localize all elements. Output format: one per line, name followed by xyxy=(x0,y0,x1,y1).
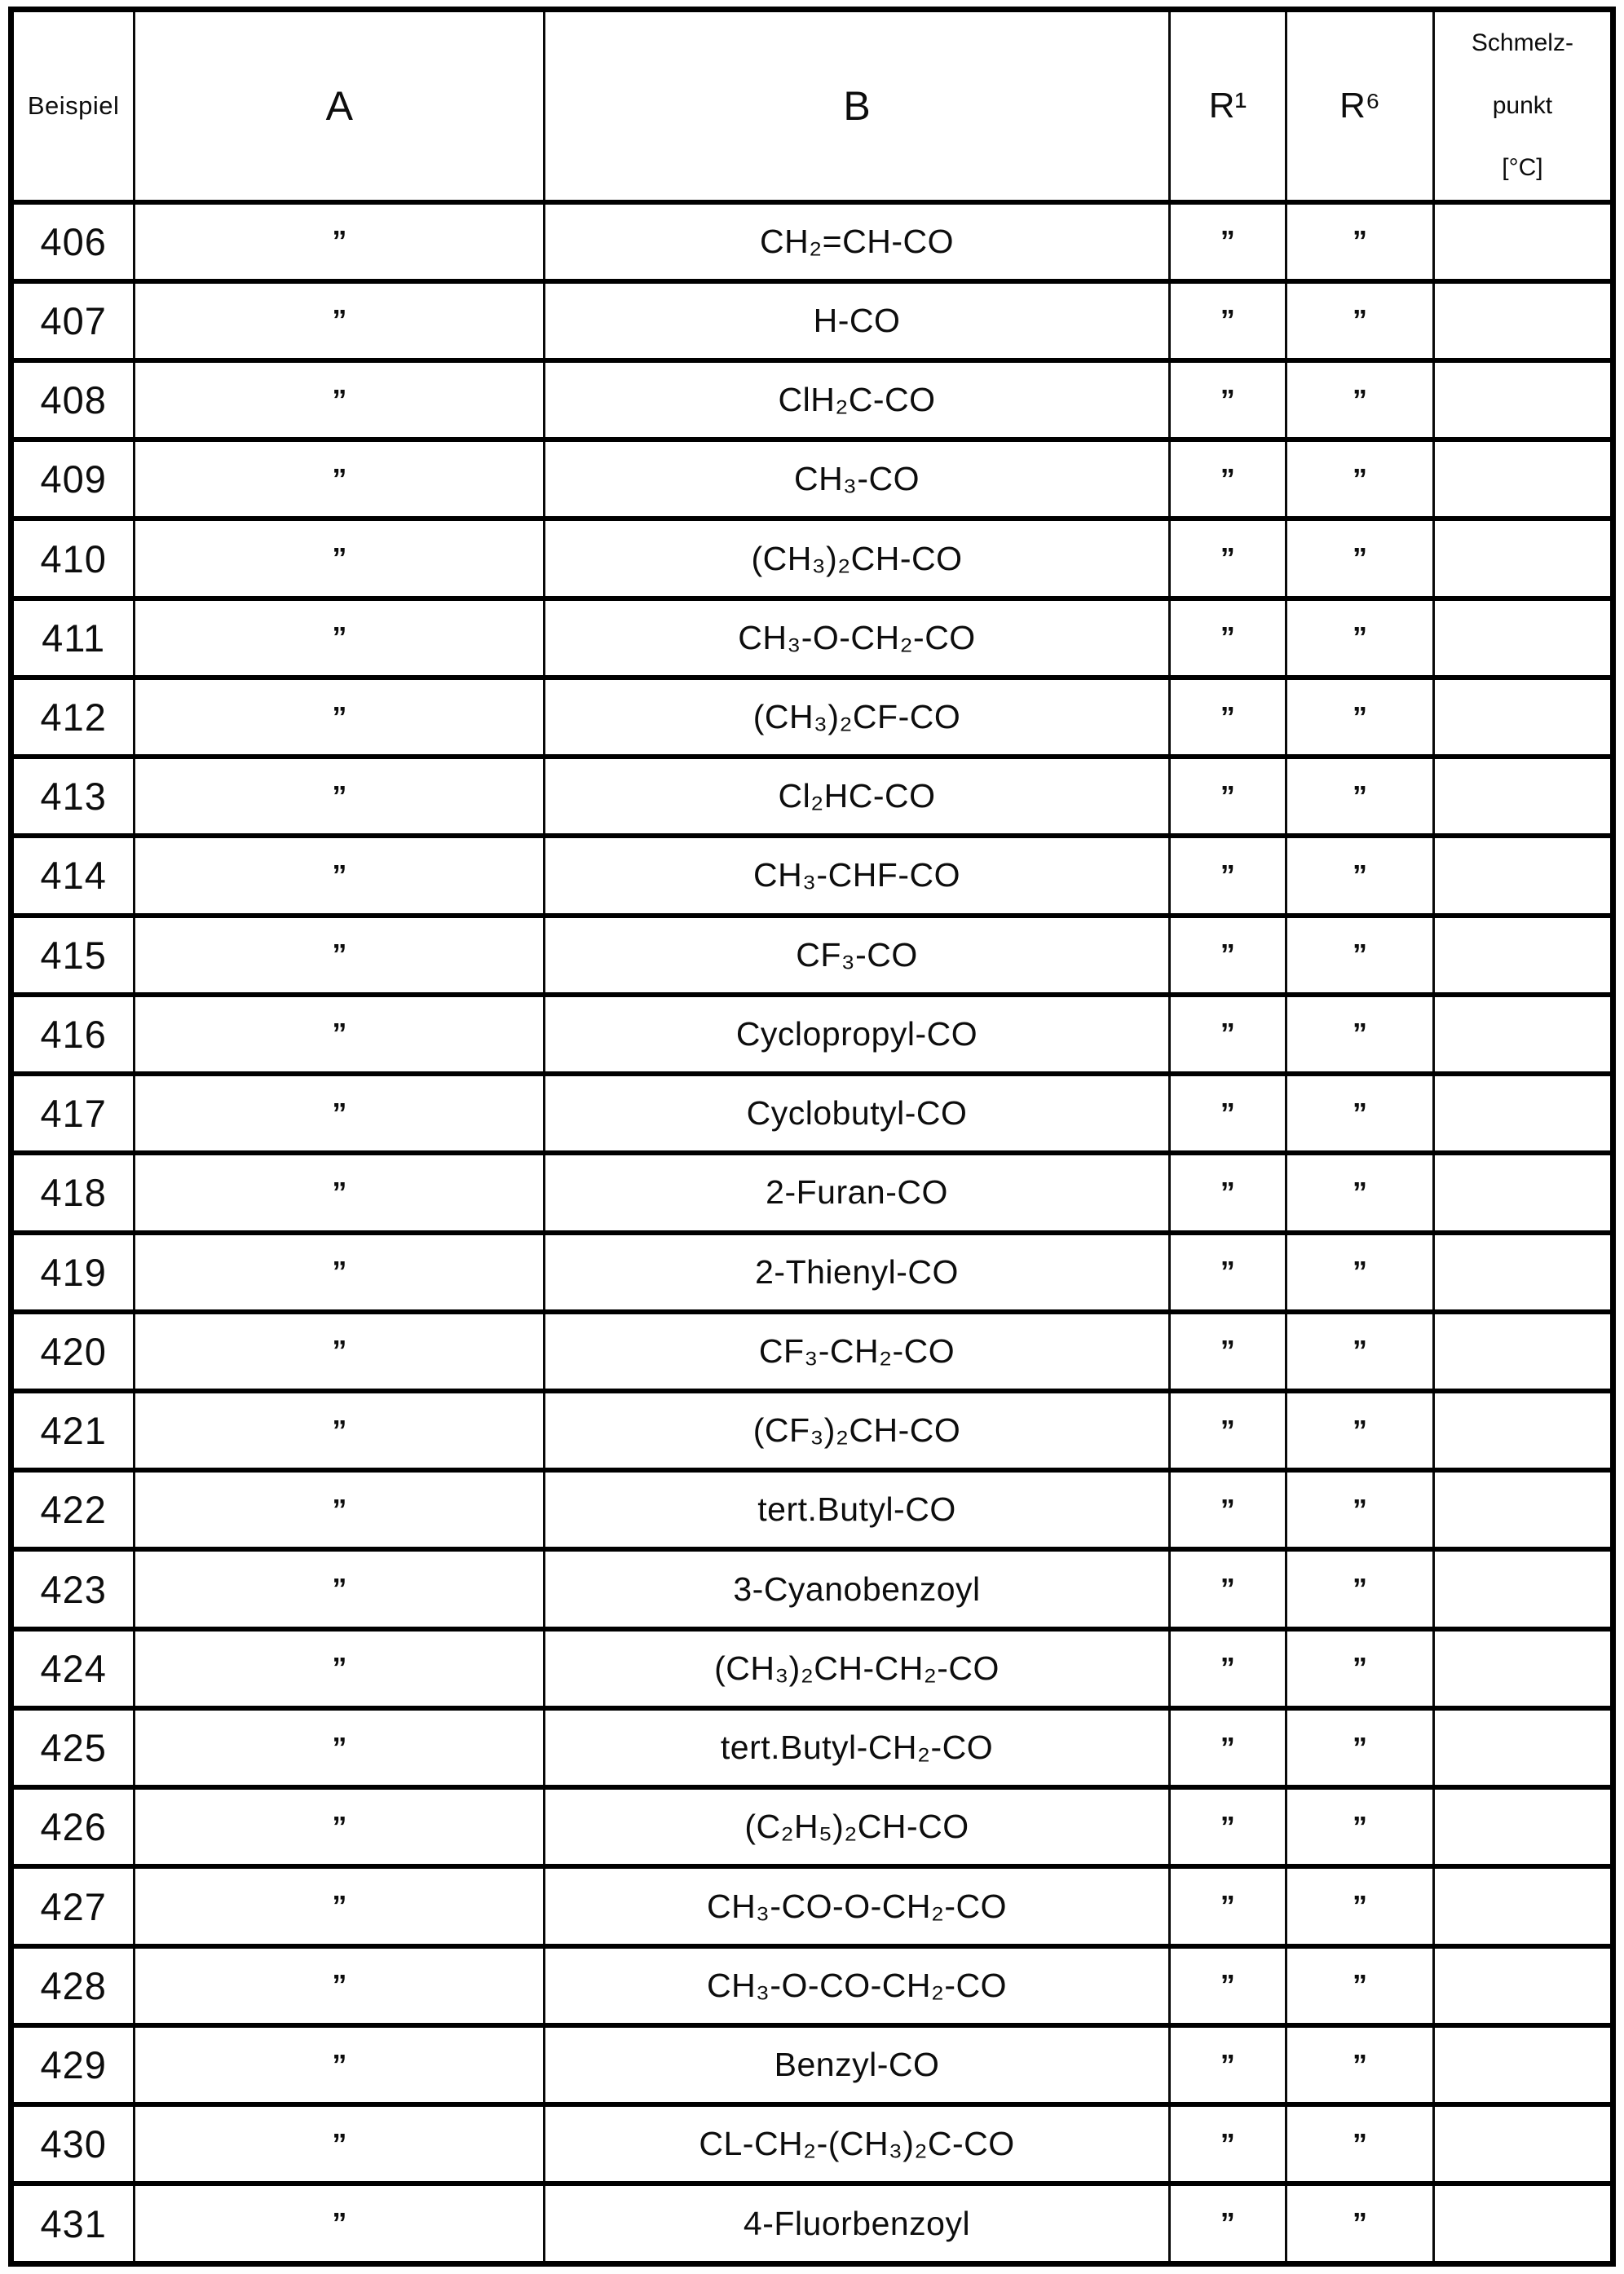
r6-cell: ” xyxy=(1286,1866,1434,1945)
r6-cell: ” xyxy=(1286,1708,1434,1787)
a-cell: ” xyxy=(135,1312,545,1391)
table-row xyxy=(11,202,1613,281)
table-row xyxy=(11,678,1613,757)
a-cell: ” xyxy=(135,439,545,519)
schmelzpunkt-cell xyxy=(1433,757,1613,836)
r6-cell: ” xyxy=(1286,1074,1434,1153)
schmelzpunkt-cell xyxy=(1433,519,1613,598)
beispiel-cell: 411 xyxy=(11,598,135,678)
table-row xyxy=(11,836,1613,915)
schmelzpunkt-cell xyxy=(1433,1312,1613,1391)
table-row xyxy=(11,916,1613,995)
schmelzpunkt-cell xyxy=(1433,598,1613,678)
beispiel-cell: 429 xyxy=(11,2025,135,2104)
r6-cell: ” xyxy=(1286,202,1434,281)
r1-cell: ” xyxy=(1169,2104,1286,2183)
r1-cell: ” xyxy=(1169,1866,1286,1945)
r6-cell: ” xyxy=(1286,678,1434,757)
beispiel-cell: 413 xyxy=(11,757,135,836)
a-cell: ” xyxy=(135,1549,545,1628)
schmelzpunkt-cell xyxy=(1433,836,1613,915)
table-row xyxy=(11,439,1613,519)
schmelzpunkt-cell xyxy=(1433,2104,1613,2183)
r1-cell: ” xyxy=(1169,2183,1286,2263)
schmelzpunkt-cell xyxy=(1433,202,1613,281)
beispiel-cell: 425 xyxy=(11,1708,135,1787)
table-row xyxy=(11,1549,1613,1628)
b-cell: ClH₂C-CO xyxy=(545,360,1169,439)
r6-cell: ” xyxy=(1286,281,1434,360)
b-cell: H-CO xyxy=(545,281,1169,360)
r1-cell: ” xyxy=(1169,519,1286,598)
beispiel-cell: 418 xyxy=(11,1153,135,1232)
beispiel-cell: 426 xyxy=(11,1787,135,1866)
beispiel-cell: 408 xyxy=(11,360,135,439)
table-row xyxy=(11,2183,1613,2263)
a-cell: ” xyxy=(135,1946,545,2025)
a-cell: ” xyxy=(135,360,545,439)
schmelzpunkt-cell xyxy=(1433,1233,1613,1312)
a-cell: ” xyxy=(135,1153,545,1232)
b-cell: 4-Fluorbenzoyl xyxy=(545,2183,1169,2263)
a-cell: ” xyxy=(135,1391,545,1470)
schmelzpunkt-cell xyxy=(1433,360,1613,439)
r1-cell: ” xyxy=(1169,1470,1286,1549)
r6-cell: ” xyxy=(1286,360,1434,439)
b-cell: Cyclopropyl-CO xyxy=(545,995,1169,1074)
table-row xyxy=(11,1153,1613,1232)
r6-cell: ” xyxy=(1286,598,1434,678)
r1-cell: ” xyxy=(1169,1629,1286,1708)
beispiel-cell: 421 xyxy=(11,1391,135,1470)
r6-cell: ” xyxy=(1286,1233,1434,1312)
r6-cell: ” xyxy=(1286,1946,1434,2025)
beispiel-cell: 427 xyxy=(11,1866,135,1945)
table-row xyxy=(11,1629,1613,1708)
beispiel-cell: 417 xyxy=(11,1074,135,1153)
table-row xyxy=(11,1074,1613,1153)
r6-cell: ” xyxy=(1286,916,1434,995)
header-schmelz-line3: [°C] xyxy=(1502,154,1543,181)
r6-cell: ” xyxy=(1286,995,1434,1074)
r6-cell: ” xyxy=(1286,1470,1434,1549)
r6-cell: ” xyxy=(1286,1391,1434,1470)
table-row xyxy=(11,1708,1613,1787)
schmelzpunkt-cell xyxy=(1433,1946,1613,2025)
a-cell: ” xyxy=(135,598,545,678)
beispiel-cell: 412 xyxy=(11,678,135,757)
r1-cell: ” xyxy=(1169,1946,1286,2025)
header-schmelz-line2: punkt xyxy=(1492,91,1553,119)
schmelzpunkt-cell xyxy=(1433,2025,1613,2104)
schmelzpunkt-cell xyxy=(1433,1866,1613,1945)
b-cell: CL-CH₂-(CH₃)₂C-CO xyxy=(545,2104,1169,2183)
r6-cell: ” xyxy=(1286,439,1434,519)
b-cell: CF₃-CO xyxy=(545,916,1169,995)
table-row xyxy=(11,281,1613,360)
r6-cell: ” xyxy=(1286,1549,1434,1628)
a-cell: ” xyxy=(135,1787,545,1866)
r1-cell: ” xyxy=(1169,439,1286,519)
schmelzpunkt-cell xyxy=(1433,2183,1613,2263)
r1-cell: ” xyxy=(1169,1312,1286,1391)
schmelzpunkt-cell xyxy=(1433,995,1613,1074)
r1-cell: ” xyxy=(1169,678,1286,757)
r1-cell: ” xyxy=(1169,757,1286,836)
b-cell: CH₃-CO xyxy=(545,439,1169,519)
header-a: A xyxy=(135,10,545,202)
b-cell: Benzyl-CO xyxy=(545,2025,1169,2104)
header-beispiel: Beispiel xyxy=(11,10,135,202)
b-cell: (CH₃)₂CH-CH₂-CO xyxy=(545,1629,1169,1708)
r6-cell: ” xyxy=(1286,757,1434,836)
r1-cell: ” xyxy=(1169,1708,1286,1787)
header-schmelz-line1: Schmelz- xyxy=(1471,29,1573,56)
r6-cell: ” xyxy=(1286,519,1434,598)
r6-cell: ” xyxy=(1286,1153,1434,1232)
beispiel-cell: 423 xyxy=(11,1549,135,1628)
r6-cell: ” xyxy=(1286,836,1434,915)
r1-cell: ” xyxy=(1169,836,1286,915)
schmelzpunkt-cell xyxy=(1433,1629,1613,1708)
schmelzpunkt-cell xyxy=(1433,1549,1613,1628)
header-r1: R¹ xyxy=(1169,10,1286,202)
a-cell: ” xyxy=(135,202,545,281)
table-header xyxy=(11,10,1613,202)
table-body xyxy=(11,202,1613,2264)
r1-cell: ” xyxy=(1169,1787,1286,1866)
table-row xyxy=(11,519,1613,598)
a-cell: ” xyxy=(135,916,545,995)
table-row xyxy=(11,1233,1613,1312)
b-cell: CH₃-O-CO-CH₂-CO xyxy=(545,1946,1169,2025)
b-cell: Cl₂HC-CO xyxy=(545,757,1169,836)
r1-cell: ” xyxy=(1169,2025,1286,2104)
b-cell: (C₂H₅)₂CH-CO xyxy=(545,1787,1169,1866)
table-row xyxy=(11,1866,1613,1945)
beispiel-cell: 415 xyxy=(11,916,135,995)
beispiel-cell: 430 xyxy=(11,2104,135,2183)
r1-cell: ” xyxy=(1169,281,1286,360)
beispiel-cell: 406 xyxy=(11,202,135,281)
r1-cell: ” xyxy=(1169,1233,1286,1312)
a-cell: ” xyxy=(135,281,545,360)
a-cell: ” xyxy=(135,2025,545,2104)
b-cell: (CF₃)₂CH-CO xyxy=(545,1391,1169,1470)
table-row xyxy=(11,1470,1613,1549)
header-schmelzpunkt xyxy=(1433,10,1613,202)
a-cell: ” xyxy=(135,1708,545,1787)
compound-table xyxy=(8,7,1616,2267)
b-cell: Cyclobutyl-CO xyxy=(545,1074,1169,1153)
b-cell: (CH₃)₂CH-CO xyxy=(545,519,1169,598)
table-row xyxy=(11,1946,1613,2025)
r6-cell: ” xyxy=(1286,1787,1434,1866)
beispiel-cell: 420 xyxy=(11,1312,135,1391)
beispiel-cell: 416 xyxy=(11,995,135,1074)
b-cell: CH₂=CH-CO xyxy=(545,202,1169,281)
r6-cell: ” xyxy=(1286,1312,1434,1391)
table-row xyxy=(11,1787,1613,1866)
r1-cell: ” xyxy=(1169,916,1286,995)
table-row xyxy=(11,995,1613,1074)
beispiel-cell: 428 xyxy=(11,1946,135,2025)
beispiel-cell: 407 xyxy=(11,281,135,360)
r6-cell: ” xyxy=(1286,1629,1434,1708)
b-cell: CH₃-CO-O-CH₂-CO xyxy=(545,1866,1169,1945)
r1-cell: ” xyxy=(1169,1074,1286,1153)
r1-cell: ” xyxy=(1169,202,1286,281)
r1-cell: ” xyxy=(1169,1549,1286,1628)
schmelzpunkt-cell xyxy=(1433,916,1613,995)
b-cell: CF₃-CH₂-CO xyxy=(545,1312,1169,1391)
schmelzpunkt-cell xyxy=(1433,1787,1613,1866)
b-cell: CH₃-O-CH₂-CO xyxy=(545,598,1169,678)
a-cell: ” xyxy=(135,519,545,598)
r1-cell: ” xyxy=(1169,360,1286,439)
r1-cell: ” xyxy=(1169,1153,1286,1232)
beispiel-cell: 414 xyxy=(11,836,135,915)
table-row xyxy=(11,360,1613,439)
header-b: B xyxy=(545,10,1169,202)
b-cell: 3-Cyanobenzoyl xyxy=(545,1549,1169,1628)
b-cell: (CH₃)₂CF-CO xyxy=(545,678,1169,757)
beispiel-cell: 409 xyxy=(11,439,135,519)
schmelzpunkt-cell xyxy=(1433,1074,1613,1153)
a-cell: ” xyxy=(135,1470,545,1549)
schmelzpunkt-cell xyxy=(1433,1391,1613,1470)
a-cell: ” xyxy=(135,2104,545,2183)
table-row xyxy=(11,598,1613,678)
a-cell: ” xyxy=(135,1233,545,1312)
schmelzpunkt-cell xyxy=(1433,678,1613,757)
beispiel-cell: 431 xyxy=(11,2183,135,2263)
table-row xyxy=(11,757,1613,836)
beispiel-cell: 410 xyxy=(11,519,135,598)
r1-cell: ” xyxy=(1169,598,1286,678)
schmelzpunkt-cell xyxy=(1433,439,1613,519)
table-row xyxy=(11,1312,1613,1391)
r1-cell: ” xyxy=(1169,1391,1286,1470)
b-cell: 2-Furan-CO xyxy=(545,1153,1169,1232)
a-cell: ” xyxy=(135,1629,545,1708)
header-r6: R⁶ xyxy=(1286,10,1434,202)
a-cell: ” xyxy=(135,678,545,757)
a-cell: ” xyxy=(135,757,545,836)
a-cell: ” xyxy=(135,836,545,915)
schmelzpunkt-cell xyxy=(1433,1153,1613,1232)
a-cell: ” xyxy=(135,1074,545,1153)
beispiel-cell: 422 xyxy=(11,1470,135,1549)
a-cell: ” xyxy=(135,1866,545,1945)
b-cell: CH₃-CHF-CO xyxy=(545,836,1169,915)
schmelzpunkt-cell xyxy=(1433,1470,1613,1549)
header-row xyxy=(11,10,1613,202)
r6-cell: ” xyxy=(1286,2183,1434,2263)
table-row xyxy=(11,2025,1613,2104)
b-cell: tert.Butyl-CH₂-CO xyxy=(545,1708,1169,1787)
schmelzpunkt-cell xyxy=(1433,1708,1613,1787)
table-row xyxy=(11,1391,1613,1470)
r6-cell: ” xyxy=(1286,2104,1434,2183)
r6-cell: ” xyxy=(1286,2025,1434,2104)
a-cell: ” xyxy=(135,2183,545,2263)
schmelzpunkt-cell xyxy=(1433,281,1613,360)
a-cell: ” xyxy=(135,995,545,1074)
beispiel-cell: 424 xyxy=(11,1629,135,1708)
b-cell: tert.Butyl-CO xyxy=(545,1470,1169,1549)
table-row xyxy=(11,2104,1613,2183)
r1-cell: ” xyxy=(1169,995,1286,1074)
beispiel-cell: 419 xyxy=(11,1233,135,1312)
b-cell: 2-Thienyl-CO xyxy=(545,1233,1169,1312)
